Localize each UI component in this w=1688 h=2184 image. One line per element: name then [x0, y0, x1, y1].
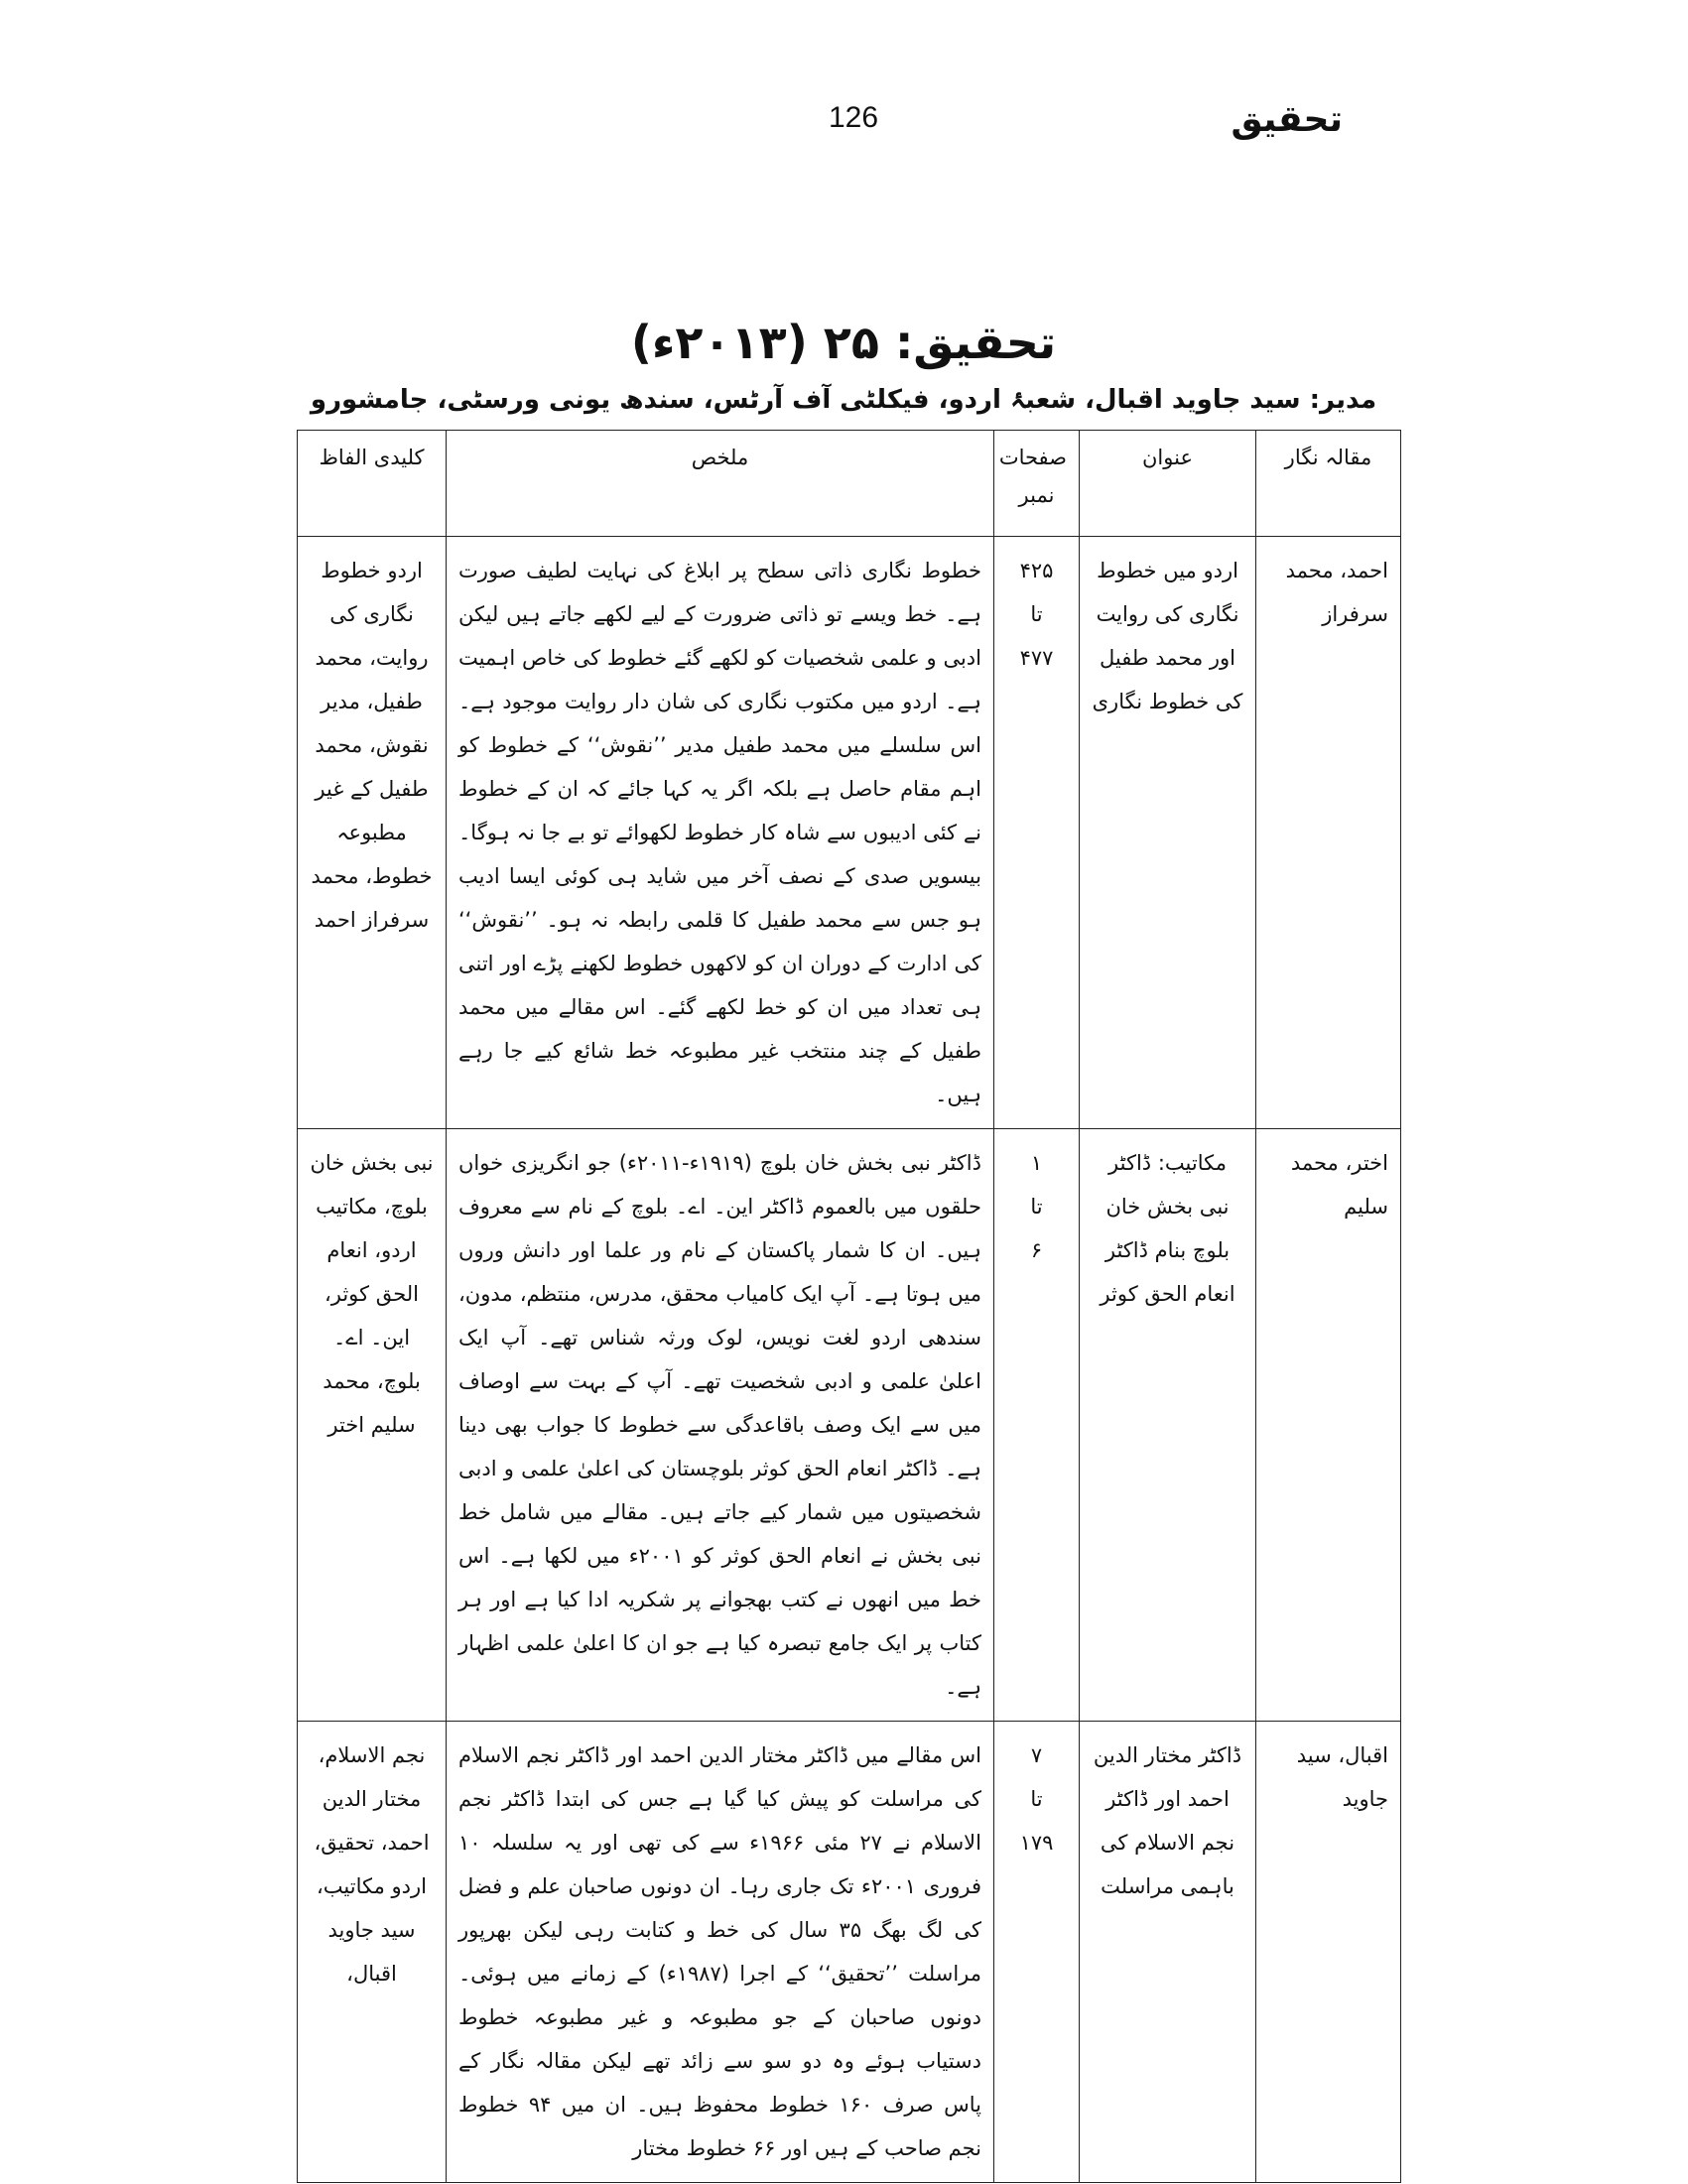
page-number: 126: [828, 101, 879, 134]
page-to: ۴۷۷: [1019, 646, 1054, 670]
page-to-label: تا: [1030, 1195, 1043, 1219]
running-title: تحقیق: [1231, 99, 1343, 140]
page-from: ۴۲۵: [1019, 559, 1054, 582]
abstract-cell: خطوط نگاری ذاتی سطح پر ابلاغ کی نہایت لطیف صورت ہے۔ خط ویسے تو ذاتی ضرورت کے لیے لکھے جاتے ہیں لیکن ادبی و علمی شخصیات کو لکھے گئے خطوط کی خاص اہمیت ہے۔ اردو میں مکتوب نگاری کی شان دار روایت موجود ہے۔ اس سلسلے میں محمد طفیل مدیر ’’نقوش‘‘ کے خطوط کو اہم مقام حاصل ہے بلکہ اگر یہ کہا جائے کہ ان کے خطوط نے کئی ادیبوں سے شاہ کار خطوط لکھوائے تو بے جا نہ ہوگا۔ بیسویں صدی کے نصف آخر میں شاید ہی کوئی ایسا ادیب ہو جس سے محمد طفیل کا قلمی رابطہ نہ ہو۔ ’’نقوش‘‘ کی ادارت کے دوران ان کو لاکھوں خطوط لکھنے پڑے اور اتنی ہی تعداد میں ان کو خط لکھے گئے۔ اس مقالے میں محمد طفیل کے چند منتخب غیر مطبوعہ خط شائع کیے جا رہے ہیں۔: [447, 537, 994, 1129]
table-header-row: [298, 431, 1401, 537]
author-cell: احمد، محمد سرفراز: [1256, 537, 1401, 1129]
title-cell: مکاتیب: ڈاکٹر نبی بخش خان بلوچ بنام ڈاکٹر انعام الحق کوثر: [1080, 1129, 1256, 1722]
page-to-label: تا: [1030, 602, 1043, 626]
page-from: ۱: [1030, 1151, 1043, 1175]
page-from: ۷: [1030, 1743, 1043, 1767]
title-cell: اردو میں خطوط نگاری کی روایت اور محمد طفیل کی خطوط نگاری: [1080, 537, 1256, 1129]
keywords-cell: نجم الاسلام، مختار الدین احمد، تحقیق، اردو مکاتیب، سید جاوید اقبال،: [298, 1722, 447, 2183]
abstract-cell: ڈاکٹر نبی بخش خان بلوچ (۱۹۱۹ء-۲۰۱۱ء) جو انگریزی خواں حلقوں میں بالعموم ڈاکٹر این۔ اے۔ بلوچ کے نام سے معروف ہیں۔ ان کا شمار پاکستان کے نام ور علما اور دانش وروں میں ہوتا ہے۔ آپ ایک کامیاب محقق، مدرس، منتظم، مدون، سندھی اردو لغت نویس، لوک ورثہ شناس تھے۔ آپ ایک اعلیٰ علمی و ادبی شخصیت تھے۔ آپ کے بہت سے اوصاف میں سے ایک وصف باقاعدگی سے خطوط کا جواب بھی دینا ہے۔ ڈاکٹر انعام الحق کوثر بلوچستان کی اعلیٰ علمی و ادبی شخصیتوں میں شمار کیے جاتے ہیں۔ مقالے میں شامل خط نبی بخش نے انعام الحق کوثر کو ۲۰۰۱ء میں لکھا ہے۔ اس خط میں انھوں نے کتب بھجوانے پر شکریہ ادا کیا ہے اور ہر کتاب پر ایک جامع تبصرہ کیا ہے جو ان کا اعلیٰ علمی اظہار ہے۔: [447, 1129, 994, 1722]
table-row: [298, 537, 1401, 1129]
author-cell: اختر، محمد سلیم: [1256, 1129, 1401, 1722]
pages-cell: [994, 1129, 1080, 1722]
article-index-table: [297, 430, 1401, 2183]
abstract-cell: اس مقالے میں ڈاکٹر مختار الدین احمد اور ڈاکٹر نجم الاسلام کی مراسلت کو پیش کیا گیا ہے جس کی ابتدا ڈاکٹر نجم الاسلام نے ۲۷ مئی ۱۹۶۶ء سے کی تھی اور یہ سلسلہ ۱۰ فروری ۲۰۰۱ء تک جاری رہا۔ ان دونوں صاحبان علم و فضل کی لگ بھگ ۳۵ سال کی خط و کتابت رہی لیکن بھرپور مراسلت ’’تحقیق‘‘ کے اجرا (۱۹۸۷ء) کے زمانے میں ہوئی۔ دونوں صاحبان کے جو مطبوعہ و غیر مطبوعہ خطوط دستیاب ہوئے وہ دو سو سے زائد تھے لیکن مقالہ نگار کے پاس صرف ۱۶۰ خطوط محفوظ ہیں۔ ان میں ۹۴ خطوط نجم صاحب کے ہیں اور ۶۶ خطوط مختار: [447, 1722, 994, 2183]
title-cell: ڈاکٹر مختار الدین احمد اور ڈاکٹر نجم الاسلام کی باہمی مراسلت: [1080, 1722, 1256, 2183]
pages-cell: [994, 537, 1080, 1129]
header-keywords: کلیدی الفاظ: [298, 431, 447, 537]
table-row: [298, 1129, 1401, 1722]
header-abstract: ملخص: [447, 431, 994, 537]
header-author: مقالہ نگار: [1256, 431, 1401, 537]
page-to: ۱۷۹: [1019, 1831, 1054, 1855]
header-title: عنوان: [1080, 431, 1256, 537]
keywords-cell: نبی بخش خان بلوچ، مکاتیب اردو، انعام الحق کوثر، این۔ اے۔ بلوچ، محمد سلیم اختر: [298, 1129, 447, 1722]
editor-line: مدیر: سید جاوید اقبال، شعبۂ اردو، فیکلٹی آف آرٹس، سندھ یونی ورسٹی، جامشورو: [310, 385, 1377, 415]
page-to: ۶: [1030, 1238, 1043, 1262]
author-cell: اقبال، سید جاوید: [1256, 1722, 1401, 2183]
journal-title: تحقیق: ۲۵ (۲۰۱۳ء): [630, 316, 1057, 369]
keywords-cell: اردو خطوط نگاری کی روایت، محمد طفیل، مدیر نقوش، محمد طفیل کے غیر مطبوعہ خطوط، محمد سرفراز احمد: [298, 537, 447, 1129]
page-to-label: تا: [1030, 1787, 1043, 1811]
table-row: [298, 1722, 1401, 2183]
header-pages: صفحات نمبر: [994, 431, 1080, 537]
pages-cell: [994, 1722, 1080, 2183]
